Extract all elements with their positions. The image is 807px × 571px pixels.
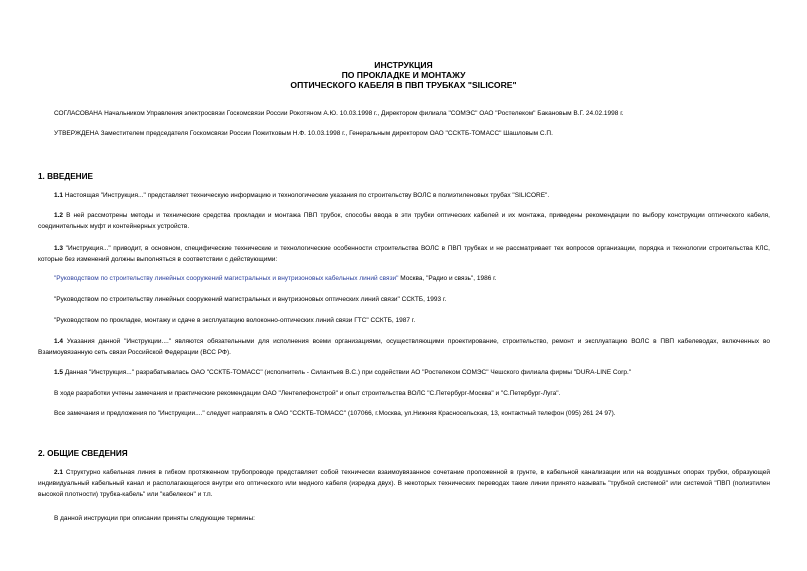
paragraph-text: Данная "Инструкция..." разрабатывалась ОАО "ССКТБ-ТОМАСС" (исполнитель - Силантьев В.С.) при содействии АО "Ростелеком СОМЭС" Чешского филиала фирмы "DURA-LINE Corp." [63,369,632,376]
agreed-statement: СОГЛАСОВАНА Начальником Управления электросвязи Госкомсвязи России Рокотяном А.Ю. 10.03.1998 г., Директором филиала "СОМЭС" ОАО "Ростелеком" Бакановым В.Г. 24.02.1998 г. [54,110,624,117]
paragraph-1-1 [38,190,770,201]
paragraph-number: 1.5 [54,369,64,376]
reference-1-source: Москва, "Радио и связь", 1986 г. [398,275,497,282]
paragraph-terms-intro: В данной инструкции при описании приняты следующие термины: [54,515,255,522]
document-title-line-2: ПО ПРОКЛАДКЕ И МОНТАЖУ [341,70,466,80]
paragraph-number: 1.3 [54,245,64,252]
paragraph-text: "Инструкция..." приводит, в основном, специфические технические и технологические особенности строительства ВОЛС в ПВП трубках и не рассматривает тех вопросов организации, порядка и технологии строительства КЛС, которые без изменений должны выполняться в соответствии с действующими: [38,245,770,263]
section-1-heading: 1. ВВЕДЕНИЕ [38,172,93,181]
paragraph-number: 1.1 [54,192,64,199]
paragraph-number: 2.1 [54,469,64,476]
paragraph-number: 1.4 [54,338,64,345]
reference-1 [38,273,770,284]
paragraph-number: 1.2 [54,212,64,219]
paragraph-1-2 [38,210,770,232]
paragraph-1-4 [38,336,770,358]
paragraph-2-1 [38,467,770,500]
paragraph-text: Настоящая "Инструкция..." представляет техническую информацию и технологические указания по строительству ВОЛС в полиэтиленовых трубах "SILICORE". [63,192,550,199]
document-title-line-1: ИНСТРУКЦИЯ [374,60,433,70]
reference-1-link[interactable]: "Руководством по строительству линейных сооружений магистральных и внутризоновых кабельных линий связи" [54,275,399,282]
paragraph-development-notes: В ходе разработки учтены замечания и практические рекомендации ОАО "Лентелефонстрой" и опыт строительства ВОЛС "С.Петербург-Москва" и "С.Петербург-Луга". [54,390,561,397]
paragraph-text: Структурно кабельная линия в гибком протяженном трубопроводе представляет собой технически взаимоувязанное сочетание проложенной в грунте, в кабельной канализации или на воздушных опорах трубки, образующей индивидуальный кабельный канал и располагающегося внутри его оптического или медного кабеля (изредка двух). В некоторых технических переводах такие линии принято называть "трубной системой" или системой "ПВП (полиэтилен высокой плотности) трубка-кабель" или "кабелекон" и т.п. [38,469,770,498]
paragraph-text: В ней рассмотрены методы и технические средства прокладки и монтажа ПВП трубок, способы ввода в эти трубки оптических кабелей и их монтажа, приведены рекомендации по выбору конструкции оптического кабеля, соединительных муфт и контейнерных устройств. [38,212,770,230]
paragraph-1-3 [38,243,770,265]
paragraph-text: Указания данной "Инструкции...." являются обязательными для исполнения всеми организациями, осуществляющими проектирование, строительство, ремонт и эксплуатацию ВОЛС в ПВП кабелеводах, включенных во Взаимоувязанную сеть связи Российской Федерации (ВСС РФ). [38,338,770,356]
paragraph-1-5 [38,367,770,378]
document-title-line-3: ОПТИЧЕСКОГО КАБЕЛЯ В ПВП ТРУБКАХ "SILICORE" [290,80,517,90]
section-2-heading: 2. ОБЩИЕ СВЕДЕНИЯ [38,449,128,458]
paragraph-feedback-address: Все замечания и предложения по "Инструкции...." следует направлять в ОАО "ССКТБ-ТОМАСС" (107066, г.Москва, ул.Нижняя Красносельская, 13, контактный телефон (095) 261 24 97). [54,410,616,417]
reference-3: "Руководством по прокладке, монтажу и сдаче в эксплуатацию волоконно-оптических линий связи ГТС" ССКТБ, 1987 г. [54,317,416,324]
reference-2: "Руководством по строительству линейных сооружений магистральных и внутризоновых оптических линий связи" ССКТБ, 1993 г. [54,296,447,303]
approved-statement: УТВЕРЖДЕНА Заместителем председателя Госкомсвязи России Пожитковым Н.Ф. 10.03.1998 г., Генеральным директором ОАО "ССКТБ-ТОМАСС" Шашловым С.П. [54,130,553,137]
